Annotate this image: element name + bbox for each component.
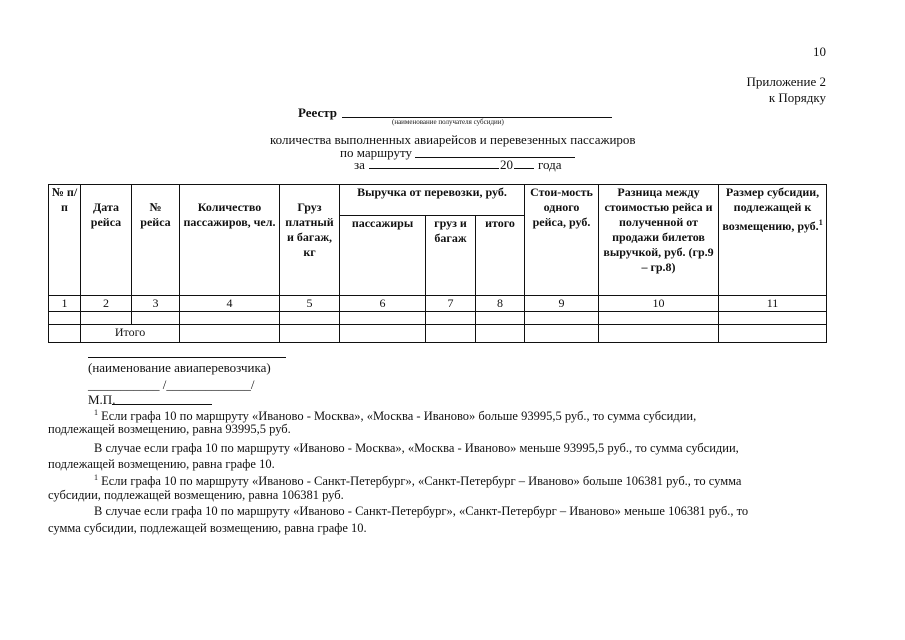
column-number: 10 — [599, 296, 719, 312]
registry-table — [48, 184, 827, 343]
header-flight-number: № рейса — [132, 185, 180, 296]
footnote-text: субсидии, подлежащей возмещению, равна 106381 руб. — [48, 488, 344, 502]
carrier-blank-line — [88, 357, 286, 358]
footnote-mark: 1 — [94, 408, 98, 417]
route-label: по маршруту — [340, 145, 412, 160]
column-number: 3 — [132, 296, 180, 312]
signature-line: ___________ /_____________/ — [88, 377, 255, 392]
header-revenue-cargo: груз и багаж — [426, 216, 476, 296]
subsidy-header-text: Размер субсидии, подлежащей к возмещению, руб. — [722, 185, 820, 233]
header-cargo-weight: Груз платный и багаж, кг — [280, 185, 340, 296]
column-number: 2 — [81, 296, 132, 312]
document-title: Реестр — [298, 105, 338, 120]
header-passenger-count: Количество пассажиров, чел. — [180, 185, 280, 296]
footnote-4-cont — [48, 520, 838, 537]
column-number: 7 — [426, 296, 476, 312]
appendix-reference — [746, 74, 826, 106]
column-number: 1 — [49, 296, 81, 312]
period-year-prefix: 20 — [500, 157, 513, 172]
footnote-text: сумма субсидии, подлежащей возмещению, равна графе 10. — [48, 521, 367, 535]
footnote-text: Если графа 10 по маршруту «Иваново - Москва», «Москва - Иваново» больше 93995,5 руб., то сумма субсидии, — [101, 409, 697, 424]
footnote-text: В случае если графа 10 по маршруту «Иваново - Москва», «Москва - Иваново» меньше 93995,5 руб., то сумма субсидии, — [94, 441, 739, 455]
header-flight-cost: Стои-мость одного рейса, руб. — [525, 185, 599, 296]
footnote-text: подлежащей возмещению, равна графе 10. — [48, 457, 275, 471]
column-number: 11 — [719, 296, 827, 312]
column-number: 4 — [180, 296, 280, 312]
header-revenue-total: итого — [476, 216, 525, 296]
year-blank-line — [514, 168, 534, 169]
period-blank-line — [369, 168, 499, 169]
footnote-text: Если графа 10 по маршруту «Иваново - Санкт-Петербург», «Санкт-Петербург – Иваново» больше 106381 руб., то сумма — [101, 474, 742, 489]
period-year-word: года — [538, 157, 562, 172]
period-prefix: за — [354, 157, 365, 172]
column-number: 8 — [476, 296, 525, 312]
document-subtitle: количества выполненных авиарейсов и перевезенных пассажиров — [270, 132, 636, 147]
stamp-place-label: М.П. — [88, 392, 116, 407]
column-number: 5 — [280, 296, 340, 312]
table-row — [49, 312, 827, 325]
recipient-hint: (наименование получателя субсидии) — [392, 118, 504, 126]
appendix-line1: Приложение 2 — [746, 74, 826, 89]
column-number: 9 — [525, 296, 599, 312]
header-revenue-passengers: пассажиры — [340, 216, 426, 296]
header-flight-date: Дата рейса — [81, 185, 132, 296]
page-number: 10 — [813, 44, 826, 59]
footnote-text: подлежащей возмещению, равна 93995,5 руб. — [48, 422, 291, 436]
header-revenue-group: Выручка от перевозки, руб. — [340, 185, 525, 216]
footnote-mark: 1 — [94, 473, 98, 482]
appendix-line2: к Порядку — [768, 90, 826, 105]
subsidy-footnote-mark: 1 — [818, 218, 823, 227]
header-difference: Разница между стоимостью рейса и полученной от продажи билетов выручкой, руб. (гр.9 – гр.8) — [599, 185, 719, 296]
footnote-3-cont — [48, 487, 838, 504]
footnote-1-cont — [48, 421, 838, 438]
footnote-4 — [88, 503, 832, 520]
header-number: № п/п — [49, 185, 81, 296]
footnote-text: В случае если графа 10 по маршруту «Иваново - Санкт-Петербург», «Санкт-Петербург – Иваново» меньше 106381 руб., то — [94, 504, 749, 518]
footnote-2 — [88, 440, 832, 457]
header-subsidy-amount — [719, 185, 827, 296]
column-number-row — [49, 296, 827, 312]
total-row — [49, 325, 827, 343]
total-label: Итого — [81, 325, 180, 343]
column-number: 6 — [340, 296, 426, 312]
carrier-name-label: (наименование авиаперевозчика) — [88, 360, 271, 375]
